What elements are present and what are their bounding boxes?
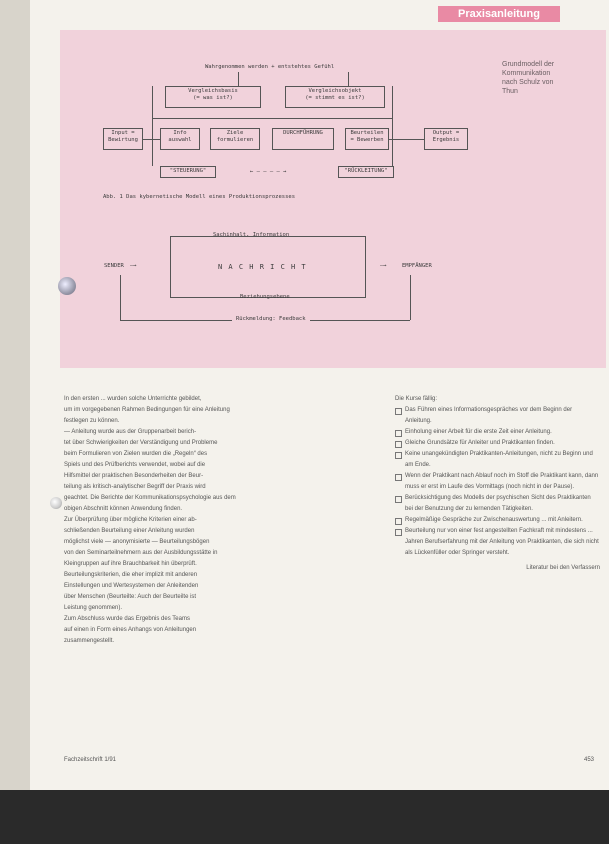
body-text-line: — Anleitung wurde aus der Gruppenarbeit berich-	[64, 429, 197, 435]
diagram-connector-line	[389, 139, 424, 140]
diagram-connector-line	[120, 275, 121, 320]
body-text-line: teilung als kritisch-analytischer Begriff der Praxis wird	[64, 484, 206, 490]
fig1-top-label: Wahrgenommen werden + entstehtes Gefühl	[205, 64, 335, 70]
body-text-line: zusammengestellt.	[64, 638, 115, 644]
page-number: 453	[584, 757, 595, 763]
diagram-connector-line	[238, 72, 239, 86]
body-text-line: um im vorgegebenen Rahmen Bedingungen für eine Anleitung	[64, 407, 230, 413]
checklist-item: Das Führen eines Informationsgespräches vor dem Beginn der Anleitung.	[395, 405, 600, 427]
fig1-step-4: Beurteilen = Bewerben	[345, 128, 389, 150]
checklist-intro: Die Kurse fällig:	[395, 396, 438, 402]
fig1-step-1: Info auswahl	[160, 128, 200, 150]
checklist-item: Berücksichtigung des Modells der psychischen Sicht des Praktikanten bei der Benutzung der zu lernenden Tätigkeiten.	[395, 493, 600, 515]
body-text-line: In den ersten ... wurden solche Unterrichte gebildet,	[64, 396, 202, 402]
fig1-output: Output = Ergebnis	[424, 128, 468, 150]
fig2-receiver: EMPFÄNGER	[402, 263, 432, 269]
section-tab: Praxisanleitung	[438, 6, 560, 22]
diagram-connector-line	[152, 86, 153, 166]
body-text-line: beim Formulieren von Zielen wurden die „Regeln“ des	[64, 451, 208, 457]
page-gutter	[0, 0, 30, 790]
binder-hole	[58, 277, 76, 295]
literature-note: Literatur bei den Verfassern	[526, 565, 600, 571]
checklist-item: Beurteilung nur von einer fest angestellten Fachkraft mit mindestens ... Jahren Berufserfahrung mit der Anleitung von Praktikanten, die sich nicht als Lückenfüller oder Springer versteht.	[395, 526, 600, 559]
checklist-item: Gleiche Grundsätze für Anleiter und Praktikanten finden.	[395, 438, 600, 449]
fig2-arrow-left: —→	[130, 263, 137, 269]
fig2-message: N A C H R I C H T	[218, 263, 307, 271]
body-text-line: Einstellungen und Wertesystemen der Anleitenden	[64, 583, 199, 589]
binder-hole-small	[50, 497, 62, 509]
fig1-control: "STEUERUNG"	[160, 166, 216, 178]
checklist-item: Wenn der Praktikant nach Ablauf noch im Stoff die Praktikant kann, dann muss er erst im Laufe des Vormittags (noch nicht in der Pause).	[395, 471, 600, 493]
footer-journal: Fachzeitschrift 1/91	[64, 757, 117, 763]
figure-side-caption: Grundmodell der Kommunikation nach Schulz von Thun	[502, 61, 555, 95]
diagram-connector-line	[392, 86, 393, 166]
body-text-line: schließenden Beurteilung einer Anleitung wurden	[64, 528, 195, 534]
fig2-arrow-right: —→	[380, 263, 387, 269]
body-right-column	[395, 394, 600, 574]
body-text-line: tet über Schwierigkeiten der Verständigung und Probleme	[64, 440, 218, 446]
body-text-line: Leistung genommen).	[64, 605, 123, 611]
fig2-sender: SENDER	[104, 263, 124, 269]
fig1-caption: Abb. 1 Das kybernetische Modell eines Produktionsprozesses	[103, 194, 296, 200]
body-text-line: Zum Abschluss wurde das Ergebnis des Teams	[64, 616, 190, 622]
body-text-line: Hilfsmittel der praktischen Besonderheiten der Beur-	[64, 473, 204, 479]
fig1-feedback-arrows: ← — — — — →	[250, 169, 287, 175]
body-text-line: geachtet. Die Berichte der Kommunikationspsychologie aus dem	[64, 495, 236, 501]
diagram-connector-line	[410, 275, 411, 320]
body-text-line: über Menschen (Beurteilte: Auch der Beurteilte ist	[64, 594, 197, 600]
body-text-line: Kleingruppen auf ihre Brauchbarkeit hin überprüft.	[64, 561, 197, 567]
checklist-item: Einholung einer Arbeit für die erste Zeit einer Anleitung.	[395, 427, 600, 438]
body-left-column	[64, 394, 264, 647]
body-text-line: möglichst viele — anonymisierte — Beurteilungsbögen	[64, 539, 210, 545]
fig1-input: Input = Bewirtung	[103, 128, 143, 150]
checklist-item: Regelmäßige Gespräche zur Zwischenauswertung ... mit Anleitern.	[395, 515, 600, 526]
fig2-feedback: Rückmeldung: Feedback	[232, 316, 310, 322]
body-text-line: obigen Abschnitt können Anwendung finden.	[64, 506, 183, 512]
diagram-connector-line	[348, 72, 349, 86]
fig1-step-3: DURCHFÜHRUNG	[272, 128, 334, 150]
diagram-connector-line	[152, 118, 392, 119]
fig2-top-label: Sachinhalt, Information	[213, 232, 290, 238]
fig1-step-2: Ziele formulieren	[210, 128, 260, 150]
checklist-item: Keine unangekündigten Praktikanten-Anleitungen, nicht zu Beginn und am Ende.	[395, 449, 600, 471]
body-text-line: festlegen zu können.	[64, 418, 120, 424]
body-text-line: Spiels und des Prüfberichts verwendet, wobei auf die	[64, 462, 206, 468]
fig1-comparison-object: Vergleichsobjekt (= stimmt es ist?)	[285, 86, 385, 108]
body-text-line: Zur Überprüfung über mögliche Kriterien einer ab-	[64, 517, 197, 523]
fig1-comparison-base: Vergleichsbasis (= was ist?)	[165, 86, 261, 108]
fig1-return: "RÜCKLEITUNG"	[338, 166, 394, 178]
body-text-line: von den Seminarteilnehmern aus der Ausbildungsstätte in	[64, 550, 218, 556]
fig2-relationship: Beziehungsebene	[240, 294, 290, 300]
body-text-line: auf einen in Form eines Anhangs von Anleitungen	[64, 627, 197, 633]
diagram-connector-line	[143, 139, 160, 140]
scanner-bottom-band	[0, 790, 609, 844]
body-text-line: Beurteilungskriterien, die eher implizit mit anderen	[64, 572, 198, 578]
